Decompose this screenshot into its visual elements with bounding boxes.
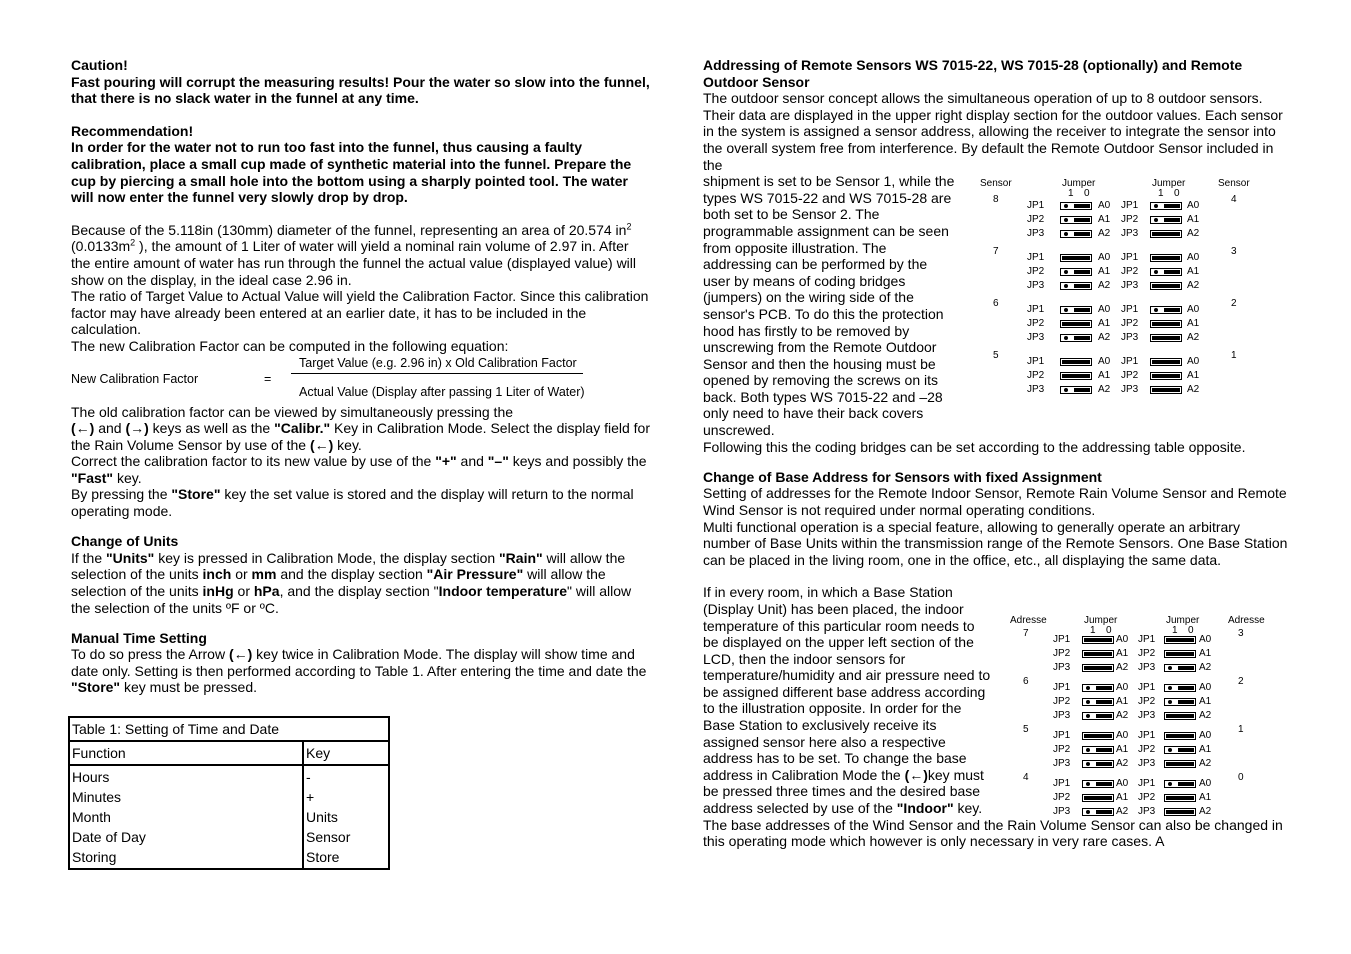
jumper-bridge [1060, 358, 1092, 366]
time-date-table [68, 716, 390, 870]
base-address-title: Change of Base Address for Sensors with fixed Assignment [703, 468, 1102, 485]
a-label: A0 [1187, 304, 1200, 315]
store-paragraph: By pressing the "Store" key the set value is stored and the display will return to the normal operating mode. [71, 486, 634, 520]
a-label: A2 [1199, 806, 1212, 817]
group-id-right: 1 [1238, 724, 1244, 735]
jumper-bridge [1082, 732, 1114, 740]
jp-label: JP1 [1138, 682, 1156, 693]
jumper-bridge [1060, 268, 1092, 276]
base-address-paragraph-2: Multi functional operation is a special feature, allowing to generally operate an arbitrary number of Base Units within the transmission range of the Remote Sensors. One Base Station can be placed in the living room, one in the office, etc., all displaying the same data. [703, 518, 1288, 568]
jumper-bridge [1082, 808, 1114, 816]
old-factor-paragraph: The old calibration factor can be viewed by simultaneously pressing the (←) and (→) keys as well as the "Calibr." Key in Calibration Mode. Select the display field for the Rain Volume Sensor by use of the (←) key. [71, 403, 650, 453]
jp-label: JP1 [1027, 252, 1045, 263]
a-label: A2 [1098, 332, 1111, 343]
column-0-label: 0 [1106, 625, 1112, 636]
jumper-bridge [1150, 202, 1182, 210]
a-label: A2 [1098, 384, 1111, 395]
group-id-left: 8 [993, 194, 999, 205]
addressing-paragraph-end: Following this the coding bridges can be set according to the addressing table opposite. [703, 438, 1246, 455]
jp-label: JP1 [1053, 634, 1071, 645]
a-label: A2 [1116, 662, 1129, 673]
a-label: A1 [1098, 214, 1111, 225]
jumper-bridge [1150, 372, 1182, 380]
jp-label: JP3 [1121, 384, 1139, 395]
jumper-bridge [1150, 216, 1182, 224]
jp-label: JP1 [1121, 200, 1139, 211]
jumper-bridge [1082, 746, 1114, 754]
a-label: A1 [1199, 648, 1212, 659]
table-header-key: Key [303, 741, 389, 765]
jumper-bridge [1060, 230, 1092, 238]
jp-label: JP3 [1138, 710, 1156, 721]
jumper-bridge [1150, 358, 1182, 366]
jumper-bridge [1060, 254, 1092, 262]
jumper-bridge [1150, 334, 1182, 342]
jp-label: JP3 [1027, 384, 1045, 395]
jp-label: JP2 [1121, 266, 1139, 277]
jp-label: JP2 [1027, 266, 1045, 277]
a-label: A2 [1199, 662, 1212, 673]
table-cell: Hours [72, 769, 110, 785]
a-label: A0 [1098, 252, 1111, 263]
group-id-left: 4 [1023, 772, 1029, 783]
jp-label: JP3 [1027, 280, 1045, 291]
column-1-label: 1 [1172, 625, 1178, 636]
group-id-left: 6 [1023, 676, 1029, 687]
equation-intro: The new Calibration Factor can be computed in the following equation: [71, 337, 509, 354]
jumper-bridge [1060, 202, 1092, 210]
table-header-left: Sensor [980, 178, 1012, 189]
group-id-right: 2 [1238, 676, 1244, 687]
a-label: A2 [1187, 228, 1200, 239]
jp-label: JP2 [1121, 214, 1139, 225]
table-header-jumper: Jumper [1062, 178, 1096, 189]
jumper-bridge [1150, 254, 1182, 262]
jp-label: JP1 [1027, 356, 1045, 367]
a-label: A0 [1116, 730, 1129, 741]
jumper-bridge [1060, 216, 1092, 224]
addressing-title: Addressing of Remote Sensors WS 7015-22, WS 7015-28 (optionally) and Remote Outdoor Sensor [703, 57, 1243, 90]
a-label: A1 [1116, 648, 1129, 659]
jp-label: JP2 [1027, 370, 1045, 381]
jp-label: JP1 [1121, 356, 1139, 367]
table-cell: Month [72, 809, 111, 825]
caution-title: Caution! [71, 57, 128, 73]
jp-label: JP2 [1027, 214, 1045, 225]
jumper-bridge [1060, 372, 1092, 380]
table-cell: Units [306, 809, 338, 825]
a-label: A0 [1116, 634, 1129, 645]
jp-label: JP3 [1121, 228, 1139, 239]
table-header-right: Sensor [1218, 178, 1250, 189]
group-id-right: 3 [1238, 628, 1244, 639]
jumper-bridge [1164, 712, 1196, 720]
base-address-paragraph-1: Setting of addresses for the Remote Indoor Sensor, Remote Rain Volume Sensor and Remote Wind Sensor is not required under normal operating conditions. [703, 485, 1287, 518]
jumper-bridge [1150, 230, 1182, 238]
table-cell: Date of Day [72, 829, 146, 845]
a-label: A2 [1116, 710, 1129, 721]
caution-text: Fast pouring will corrupt the measuring results! Pour the water so slow into the funnel, that there is no slack water in the funnel at any time. [71, 73, 650, 107]
jp-label: JP1 [1121, 304, 1139, 315]
addressing-paragraph-top: The outdoor sensor concept allows the simultaneous operation of up to 8 outdoor sensors. Their data are displayed in the upper right display section for the outdoor values. Each sensor in the system is assigned a sensor address, allowing the receiver to integrate the sensor into the overall system free from interference. By default the Remote Outdoor Sensor included in the [703, 90, 1283, 173]
a-label: A2 [1116, 758, 1129, 769]
group-id-right: 0 [1238, 772, 1244, 783]
a-label: A0 [1098, 200, 1111, 211]
column-0-label: 0 [1188, 625, 1194, 636]
table-cell: Storing [72, 849, 117, 865]
a-label: A0 [1116, 778, 1129, 789]
jp-label: JP1 [1053, 730, 1071, 741]
jumper-bridge [1164, 808, 1196, 816]
a-label: A2 [1098, 228, 1111, 239]
jumper-bridge [1164, 684, 1196, 692]
a-label: A1 [1187, 318, 1200, 329]
jumper-bridge [1164, 698, 1196, 706]
jp-label: JP3 [1121, 332, 1139, 343]
a-label: A1 [1116, 696, 1129, 707]
jp-label: JP3 [1053, 662, 1071, 673]
table-header-function: Function [69, 741, 303, 765]
a-label: A2 [1098, 280, 1111, 291]
jp-label: JP1 [1121, 252, 1139, 263]
addressing-paragraph-side: shipment is set to be Sensor 1, while the types WS 7015-22 and WS 7015-28 are both set to be Sensor 2. The programmable assignment can be seen from opposite illustration. The addressing can be performed by the user by means of coding bridges (jumpers) on the wiring side of the sensor's PCB. To do this the protection hood has firstly to be removed by unscrewing from the Remote Outdoor Sensor and then the housing must be opened by removing the screws on its back. Both types WS 7015-22 and –28 only need to have their back covers unscrewed. [703, 173, 955, 439]
formula-denominator: Actual Value (Display after passing 1 Liter of Water) [299, 384, 585, 399]
a-label: A0 [1187, 252, 1200, 263]
jp-label: JP3 [1138, 758, 1156, 769]
group-id-left: 7 [993, 246, 999, 257]
jp-label: JP3 [1121, 280, 1139, 291]
a-label: A1 [1098, 318, 1111, 329]
table-title: Table 1: Setting of Time and Date [69, 717, 389, 741]
units-paragraph: If the "Units" key is pressed in Calibration Mode, the display section "Rain" will allow the selection of the units inch or mm and the display section "Air Pressure" will allow the selection of the units inHg or hPa, and the display section "Indoor temperature" will allow the selection of the units ºF or ºC. [71, 549, 632, 616]
jumper-bridge [1082, 698, 1114, 706]
a-label: A2 [1187, 280, 1200, 291]
jp-label: JP2 [1138, 696, 1156, 707]
table-cell: + [306, 789, 315, 805]
jp-label: JP3 [1053, 806, 1071, 817]
a-label: A1 [1187, 266, 1200, 277]
column-0-label: 0 [1174, 188, 1180, 199]
jumper-bridge [1164, 636, 1196, 644]
jumper-bridge [1164, 746, 1196, 754]
jumper-bridge [1082, 780, 1114, 788]
units-title: Change of Units [71, 533, 179, 550]
formula-equals: = [264, 371, 272, 386]
column-1-label: 1 [1090, 625, 1096, 636]
group-id-right: 1 [1231, 350, 1237, 361]
jumper-bridge [1164, 650, 1196, 658]
jumper-bridge [1060, 334, 1092, 342]
a-label: A1 [1098, 370, 1111, 381]
jp-label: JP1 [1027, 200, 1045, 211]
a-label: A0 [1098, 356, 1111, 367]
base-address-paragraph-side: If in every room, in which a Base Station (Display Unit) has been placed, the indoor temperature of this particular room needs to be displayed on the upper left section of the LCD, then the indoor sensors for temperature/humidity and air pressure need to be assigned different base address according to the illustration opposite. In order for the Base Station to exclusively receive its assigned sensor here also a respective address has to be set. To change the base address in Calibration Mode the (←)key must be pressed three times and the desired base address selected by use of the "Indoor" key. [703, 584, 991, 817]
a-label: A0 [1199, 682, 1212, 693]
group-id-left: 5 [993, 350, 999, 361]
jumper-bridge [1164, 780, 1196, 788]
sensor-jumper-table [980, 177, 1270, 402]
a-label: A2 [1199, 758, 1212, 769]
calibration-formula [71, 355, 651, 402]
column-0-label: 0 [1084, 188, 1090, 199]
recommendation-title: Recommendation! [71, 122, 194, 139]
jumper-bridge [1082, 650, 1114, 658]
a-label: A0 [1187, 200, 1200, 211]
jp-label: JP2 [1138, 744, 1156, 755]
a-label: A1 [1199, 744, 1212, 755]
column-1-label: 1 [1068, 188, 1074, 199]
a-label: A1 [1199, 696, 1212, 707]
table-header-jumper: Jumper [1166, 615, 1200, 626]
base-address-paragraph-end: The base addresses of the Wind Sensor and the Rain Volume Sensor can also be changed in this operating mode which however is only necessary in very rare cases. A [703, 816, 1283, 850]
jumper-bridge [1164, 732, 1196, 740]
diameter-paragraph: Because of the 5.118in (130mm) diameter of the funnel, representing an area of 20.574 $in^2$ ($0.0133m^2$ ), the amount of 1 Liter of water will yield a nominal rain volume of 2.97 in. After the entire amount of water has run through the funnel the actual value (displayed value) will show on the display, in the ideal case 2.96 in. [71, 221, 637, 288]
table-header-jumper: Jumper [1084, 615, 1118, 626]
jp-label: JP1 [1053, 778, 1071, 789]
jp-label: JP2 [1138, 648, 1156, 659]
a-label: A2 [1116, 806, 1129, 817]
jumper-bridge [1082, 684, 1114, 692]
address-jumper-table [1010, 614, 1270, 824]
a-label: A1 [1098, 266, 1111, 277]
recommendation-text: In order for the water not to run too fast into the funnel, thus causing a faulty calibration, place a small cup made of synthetic material into the funnel. Prepare the cup by piercing a small hole into the bottom using a sharply pointed tool. The water will now enter the funnel very slowly drop by drop. [71, 139, 632, 206]
table-keys [303, 765, 389, 869]
table-functions [69, 765, 303, 869]
jp-label: JP3 [1138, 806, 1156, 817]
jumper-bridge [1060, 320, 1092, 328]
jp-label: JP2 [1053, 696, 1071, 707]
a-label: A0 [1098, 304, 1111, 315]
a-label: A0 [1199, 730, 1212, 741]
time-paragraph: To do so press the Arrow (←) key twice in Calibration Mode. The display will show time and date only. Setting is then performed according to Table 1. After entering the time and date the "Store" key must be pressed. [71, 646, 647, 696]
jumper-bridge [1150, 306, 1182, 314]
time-title: Manual Time Setting [71, 629, 207, 646]
jp-label: JP3 [1027, 228, 1045, 239]
jp-label: JP3 [1053, 710, 1071, 721]
jp-label: JP2 [1053, 648, 1071, 659]
group-id-left: 5 [1023, 724, 1029, 735]
jumper-bridge [1150, 386, 1182, 394]
a-label: A0 [1199, 778, 1212, 789]
jp-label: JP2 [1138, 792, 1156, 803]
jp-label: JP2 [1053, 792, 1071, 803]
a-label: A2 [1187, 384, 1200, 395]
table-body [69, 765, 389, 869]
jp-label: JP2 [1027, 318, 1045, 329]
jumper-bridge [1150, 268, 1182, 276]
jumper-bridge [1060, 306, 1092, 314]
formula-fraction-line [291, 373, 583, 374]
ratio-paragraph: The ratio of Target Value to Actual Value will yield the Calibration Factor. Since this calibration factor may have already been entered at an earlier date, it has to be included in the calculation. [71, 288, 649, 338]
jp-label: JP1 [1138, 778, 1156, 789]
jp-label: JP1 [1138, 730, 1156, 741]
jp-label: JP2 [1053, 744, 1071, 755]
group-id-left: 7 [1023, 628, 1029, 639]
jumper-bridge [1060, 386, 1092, 394]
group-id-right: 4 [1231, 194, 1237, 205]
jp-label: JP3 [1138, 662, 1156, 673]
jp-label: JP2 [1121, 318, 1139, 329]
a-label: A2 [1199, 710, 1212, 721]
table-cell: - [306, 769, 311, 785]
table-cell: Minutes [72, 789, 122, 805]
jp-label: JP3 [1027, 332, 1045, 343]
a-label: A0 [1199, 634, 1212, 645]
jumper-bridge [1082, 794, 1114, 802]
a-label: A1 [1187, 370, 1200, 381]
a-label: A1 [1187, 214, 1200, 225]
jp-label: JP1 [1027, 304, 1045, 315]
jumper-bridge [1150, 282, 1182, 290]
a-label: A1 [1116, 744, 1129, 755]
jumper-bridge [1082, 664, 1114, 672]
jumper-bridge [1164, 760, 1196, 768]
jumper-bridge [1150, 320, 1182, 328]
jumper-bridge [1082, 712, 1114, 720]
jumper-bridge [1082, 636, 1114, 644]
a-label: A1 [1116, 792, 1129, 803]
jumper-bridge [1164, 664, 1196, 672]
jumper-bridge [1164, 794, 1196, 802]
column-1-label: 1 [1158, 188, 1164, 199]
jumper-bridge [1082, 760, 1114, 768]
table-header-right: Adresse [1228, 615, 1265, 626]
group-id-left: 6 [993, 298, 999, 309]
jp-label: JP1 [1053, 682, 1071, 693]
jp-label: JP2 [1121, 370, 1139, 381]
table-header-jumper: Jumper [1152, 178, 1186, 189]
table-cell: Store [306, 849, 340, 865]
correct-paragraph: Correct the calibration factor to its new value by use of the "+" and "–" keys and possibly the "Fast" key. [71, 453, 647, 486]
table-header-left: Adresse [1010, 615, 1047, 626]
jp-label: JP3 [1053, 758, 1071, 769]
a-label: A1 [1199, 792, 1212, 803]
a-label: A0 [1116, 682, 1129, 693]
a-label: A0 [1187, 356, 1200, 367]
group-id-right: 3 [1231, 246, 1237, 257]
formula-label: New Calibration Factor [71, 371, 199, 386]
table-cell: Sensor [306, 829, 351, 845]
left-column [71, 57, 651, 870]
jumper-bridge [1060, 282, 1092, 290]
formula-numerator: Target Value (e.g. 2.96 in) x Old Calibration Factor [299, 355, 577, 370]
jp-label: JP1 [1138, 634, 1156, 645]
a-label: A2 [1187, 332, 1200, 343]
group-id-right: 2 [1231, 298, 1237, 309]
